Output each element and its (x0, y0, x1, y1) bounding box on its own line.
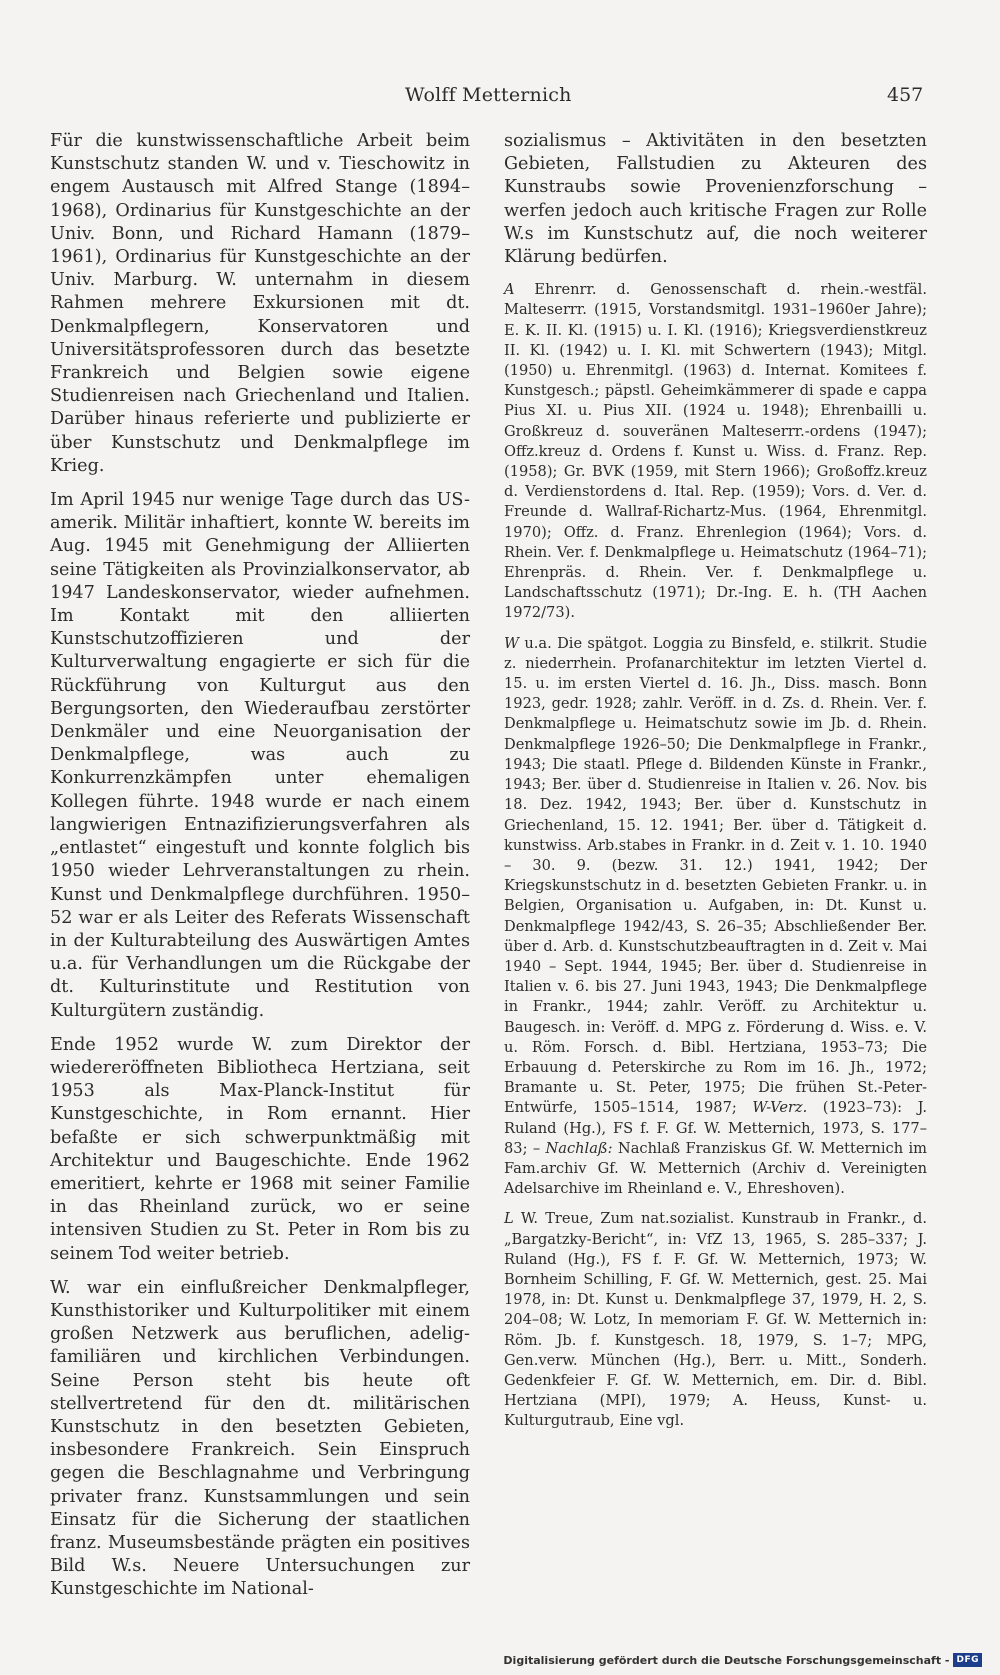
body-paragraph: sozialismus – Aktivitäten in den besetzten Gebieten, Fallstudien zu Akteuren des Kunstraubs sowie Provenienzforschung – werfen jedoch auch kritische Fragen zur Rolle W.s im Kunstschutz auf, die noch weiterer Klärung bedürfen. (504, 131, 927, 268)
digitization-footer (503, 1649, 982, 1671)
awards-text: Ehrenrr. d. Genossenschaft d. rhein.-westfäl. Malteserrr. (1915, Vorstandsmitgl. 1931–1960er Jahre); E. K. II. Kl. (1915) u. I. Kl. (1916); Kriegsverdienstkreuz II. Kl. (1942) u. I. Kl. mit Schwertern (1943); Mitgl. (1950) u. Ehrenmitgl. (1963) d. Internat. Komitees f. Kunstgesch.; päpstl. Geheimkämmerer di spade e cappa Pius XI. u. Pius XII. (1924 u. 1948); Ehrenbailli u. Großkreuz d. souveränen Malteserrr.-ordens (1947); Offz.kreuz d. Ordens f. Kunst u. Wiss. d. Franz. Rep. (1958); Gr. BVK (1959, mit Stern 1966); Großoffz.kreuz d. Verdienstordens d. Ital. Rep. (1959); Vors. d. Ver. d. Freunde d. Wallraf-Richartz-Mus. (1964, Ehrenmitgl. 1970); Offz. d. Franz. Ehrenlegion (1964); Vors. d. Rhein. Ver. f. Denkmalpflege u. Heimatschutz (1964–71); Ehrenpräs. d. Rhein. Ver. f. Denkmalpflege u. Landschaftsschutz (1971); Dr.-Ing. E. h. (TH Aachen 1972/73). (504, 281, 927, 622)
right-column (504, 130, 927, 1442)
body-paragraph: W. war ein einflußreicher Denkmalpfleger, Kunsthistoriker und Kulturpolitiker mit einem großen Netzwerk aus beruflichen, adelig-familiären und kirchlichen Verbindungen. Seine Person steht bis heute oft stellvertretend für den dt. militärischen Kunstschutz in den besetzten Gebieten, insbesondere Frankreich. Sein Einspruch gegen die Beschlagnahme und Verbringung privater franz. Kunstsammlungen und sein Einsatz für die Sicherung der staatlichen franz. Museumsbestände prägten ein positives Bild W.s. Neuere Untersuchungen zur Kunstgeschichte im National- (50, 1277, 470, 1600)
nachlass-label: Nachlaß: (545, 1139, 613, 1157)
footer-text: Digitalisierung gefördert durch die Deutsche Forschungsgemeinschaft - (503, 1653, 950, 1667)
works-section (504, 634, 927, 1200)
awards-section (504, 280, 927, 623)
body-paragraph: Für die kunstwissenschaftliche Arbeit beim Kunstschutz standen W. und v. Tieschowitz in engem Austausch mit Alfred Stange (1894–1968), Ordinarius für Kunstgeschichte an der Univ. Bonn, und Richard Hamann (1879–1961), Ordinarius für Kunstgeschichte an der Univ. Marburg. W. unternahm in diesem Rahmen mehrere Exkursionen mit dt. Denkmalpflegern, Konservatoren und Universitätsprofessoren durch das besetzte Frankreich und Belgien sowie eigene Studienreisen nach Griechenland und Italien. Darüber hinaus referierte und publizierte er über Kunstschutz und Denkmalpflege im Krieg. (50, 131, 470, 476)
works-list-label: W-Verz. (752, 1099, 808, 1117)
works-text: u.a. Die spätgot. Loggia zu Binsfeld, e. stilkrit. Studie z. niederrhein. Profanarchitektur im letzten Viertel d. 15. u. im ersten Viertel d. 16. Jh., Diss. masch. Bonn 1923, gedr. 1928; zahlr. Veröff. in d. Zs. d. Rhein. Ver. f. Denkmalpflege u. Heimatschutz sowie im Jb. d. Rhein. Denkmalpflege 1926–50; Die Denkmalpflege in Frankr., 1943; Die staatl. Pflege d. Bildenden Künste in Frankr., 1943; Ber. über d. Studienreise in Italien v. 26. Nov. bis 18. Dez. 1942, 1943; Ber. über d. Kunstschutz in Griechenland, 15. 12. 1941; Ber. über d. Tätigkeit d. kunstwiss. Arb.stabes in Frankr. in d. Zeit v. 1. 10. 1940 – 30. 9. (bezw. 31. 12.) 1941, 1942; Der Kriegskunstschutz in d. besetzten Gebieten Frankr. u. in Belgien, Organisation u. Aufgaben, in: Dt. Kunst u. Denkmalpflege 1942/43, S. 26–35; Abschließender Ber. über d. Arb. d. Kunstschutzbeauftragten in d. Zeit v. Mai 1940 – Sept. 1944, 1945; Ber. über d. Studienreise in Italien v. 6. bis 27. Juni 1943, 1943; Die Denkmalpflege in Frankr., 1944; zahlr. Veröff. zu Architektur u. Baugesch. in: Veröff. d. MPG z. Förderung d. Wiss. e. V. u. Röm. Forsch. d. Bibl. Hertziana, 1953–73; Die Erbauung d. Peterskirche zu Rom im 16. Jh., 1972; Bramante u. St. Peter, 1975; Die frühen St.-Peter-Entwürfe, 1505–1514, 1987; (504, 634, 927, 1117)
section-marker: A (504, 281, 515, 299)
body-paragraph: Im April 1945 nur wenige Tage durch das US-amerik. Militär inhaftiert, konnte W. bereits im Aug. 1945 mit Genehmigung der Alliierten seine Tätigkeiten als Provinzialkonservator, ab 1947 Landeskonservator, wieder aufnehmen. Im Kontakt mit den alliierten Kunstschutzoffizieren und der Kulturverwaltung engagierte er sich für die Rückführung von Kulturgut aus den Bergungsorten, den Wiederaufbau zerstörter Denkmäler und eine Neuorganisation der Denkmalpflege, was auch zu Konkurrenzkämpfen unter ehemaligen Kollegen führte. 1948 wurde er nach einem langwierigen Entnazifizierungsverfahren als „entlastet“ eingestuft und konnte folglich bis 1950 wieder Lehrveranstaltungen zu rhein. Kunst und Denkmalpflege durchführen. 1950–52 war er als Leiter des Referats Wissenschaft in der Kulturabteilung des Auswärtigen Amtes u.a. für Verhandlungen um die Rückgabe der dt. Kulturinstitute und Restitution von Kulturgütern zuständig. (50, 490, 470, 1021)
literature-text: W. Treue, Zum nat.sozialist. Kunstraub in Frankr., d. „Bargatzky-Bericht“, in: VfZ 13, 1965, S. 285–337; J. Ruland (Hg.), FS f. F. Gf. W. Metternich, 1973; W. Bornheim Schilling, F. Gf. W. Metternich, gest. 25. Mai 1978, in: Dt. Kunst u. Denkmalpflege 37, 1979, H. 2, S. 204–08; W. Lotz, In memoriam F. Gf. W. Metternich in: Röm. Jb. f. Kunstgesch. 18, 1979, S. 1–7; MPG, Gen.verw. München (Hg.), Berr. u. Mitt., Sonderh. Gedenkfeier F. Gf. W. Metternich, em. Dir. d. Bibl. Hertziana (MPI), 1979; A. Heuss, Kunst- u. Kulturgutraub, Eine vgl. (504, 1210, 927, 1430)
dfg-logo: DFG (953, 1653, 982, 1667)
running-title: Wolff Metternich (405, 84, 572, 106)
page-header (0, 84, 1000, 114)
left-column (50, 130, 470, 1613)
section-marker: L (504, 1210, 514, 1228)
literature-section (504, 1209, 927, 1431)
works-text: (1923–73): J. Ruland (Hg.), FS f. F. Gf. W. Metternich, 1973, S. 177–83; – (504, 1099, 927, 1157)
works-text: Nachlaß Franziskus Gf. W. Metternich im Fam.archiv Gf. W. Metternich (Archiv d. Vereinigten Adelsarchive im Rheinland e. V., Ehreshoven). (504, 1139, 927, 1198)
page-number: 457 (887, 84, 924, 106)
section-marker: W (504, 634, 519, 652)
body-paragraph: Ende 1952 wurde W. zum Direktor der wiedereröffneten Bibliotheca Hertziana, seit 1953 als Max-Planck-Institut für Kunstgeschichte, in Rom ernannt. Hier befaßte er sich schwerpunktmäßig mit Architektur und Baugeschichte. Ende 1962 emeritiert, kehrte er 1968 mit seiner Familie in das Rheinland zurück, wo er seine intensiven Studien zu St. Peter in Rom bis zu seinem Tod weiter betrieb. (50, 1034, 470, 1264)
